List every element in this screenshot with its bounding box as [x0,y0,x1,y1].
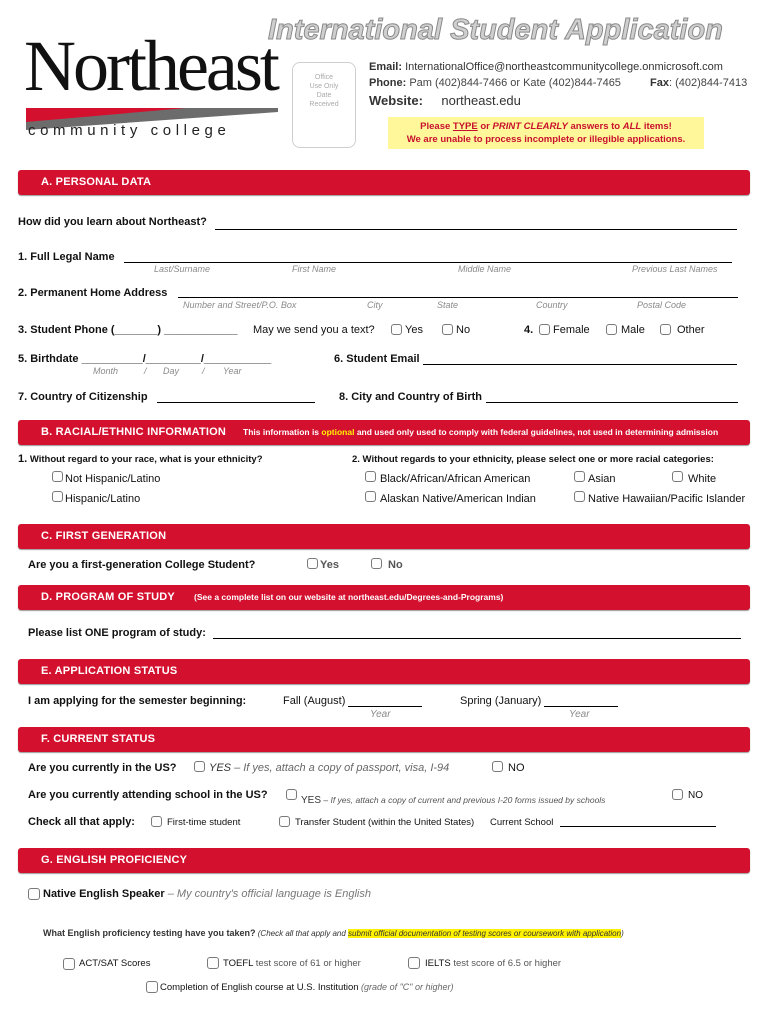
student-email-field[interactable] [423,364,737,365]
black-label: Black/African/African American [380,473,531,485]
birthdate-sublabel: Year [223,366,242,376]
notice-text: Please [420,121,453,132]
notice-line-2: We are unable to process incomplete or illegible applications. [406,134,686,145]
female-checkbox[interactable] [539,324,550,335]
website-label: Website: [369,93,423,108]
address-sublabel: State [437,300,459,310]
program-question: Please list ONE program of study: [28,627,206,639]
section-title: C. FIRST GENERATION [41,530,167,542]
contact-email [369,61,723,73]
phone-value: Pam (402)844-7466 or Kate (402)844-7465 [409,77,621,89]
note-text: and used only used to comply with federal guidelines, not used in determining admission [354,427,719,437]
asian-label: Asian [588,473,616,485]
in-us-yes-checkbox[interactable] [194,761,205,772]
student-email-label: 6. Student Email [334,353,420,365]
attending-no-label: NO [688,790,703,801]
office-use-box [292,62,356,148]
transfer-checkbox[interactable] [279,816,290,827]
section-b-header [18,420,750,445]
in-us-yes-label [209,762,449,774]
spring-label: Spring (January) [460,695,542,707]
transfer-label: Transfer Student (within the United States) [295,817,475,828]
email-value[interactable]: InternationalOffice@northeastcommunitycollege.onmicrosoft.com [405,61,723,73]
fax-label: Fax [650,77,669,89]
notice-text: PRINT CLEARLY [492,121,568,132]
toefl-checkbox[interactable] [207,957,219,969]
section-d-header [18,585,750,610]
text-no-checkbox[interactable] [442,324,453,335]
course-note: (grade of "C" or higher) [358,982,454,992]
office-box-line: Date [316,92,332,99]
testing-text: What English proficiency testing have you taken? [43,928,256,938]
birthdate-sublabel: Day [163,366,180,376]
fall-year-field[interactable] [348,706,422,707]
birthdate-sublabel: / [144,366,147,376]
current-school-field[interactable] [560,826,716,827]
act-sat-label: ACT/SAT Scores [79,958,151,969]
first-gen-no-checkbox[interactable] [371,558,382,569]
form-title: International Student Application [268,14,723,46]
yes-note: – If yes, attach a copy of passport, visa, I-94 [231,762,450,774]
white-label: White [688,473,717,485]
native-english-label [43,888,371,900]
attending-school-question: Are you currently attending school in the US? [28,789,268,801]
office-box-line: Office [314,74,334,81]
black-checkbox[interactable] [365,471,376,482]
attending-yes-label [301,790,605,808]
notice-text: items! [641,121,672,132]
section-title: D. PROGRAM OF STUDY [41,591,175,603]
testing-highlight: submit official documentation of testing scores or coursework with application [348,929,622,938]
name-sublabel: Previous Last Names [632,264,718,274]
notice-box [388,117,704,149]
semester-question: I am applying for the semester beginning: [28,695,247,707]
question-text: Without regard to your race, what is your ethnicity? [27,454,263,465]
first-time-label: First-time student [167,817,241,828]
first-gen-yes-label: Yes [320,559,339,571]
text-consent-label: May we send you a text? [253,324,375,336]
address-sublabel: Country [536,300,568,310]
contact-fax [650,77,747,89]
first-time-checkbox[interactable] [151,816,162,827]
birthdate-sublabel: / [202,366,205,376]
testing-note: (Check all that apply and [255,929,349,938]
address-sublabel: City [367,300,383,310]
english-course-checkbox[interactable] [146,981,158,993]
testing-question [43,928,624,938]
section-f-header [18,727,750,752]
toefl-label [223,958,361,969]
current-school-label: Current School [490,817,554,828]
note-text: optional [321,427,355,437]
college-logo [24,26,284,142]
fax-value: : (402)844-7413 [668,77,748,89]
section-a-header [18,170,750,195]
ielts-checkbox[interactable] [408,957,420,969]
spring-year-field[interactable] [544,706,618,707]
student-phone-label[interactable]: 3. Student Phone (_______) ____________ [18,324,238,336]
yes-note: – If yes, attach a copy of current and previous I-20 forms issued by schools [321,795,606,805]
website-value[interactable]: northeast.edu [441,93,521,108]
contact-website [369,92,521,110]
notice-text: ALL [622,121,642,132]
ethnicity-question [18,453,263,465]
address-field[interactable] [178,297,738,298]
section-title: B. RACIAL/ETHNIC INFORMATION [41,426,227,438]
section-title: F. CURRENT STATUS [41,733,156,745]
other-gender-label: Other [677,324,705,336]
white-checkbox[interactable] [672,471,683,482]
pacific-islander-checkbox[interactable] [574,491,585,502]
full-name-field[interactable] [124,262,732,263]
pacific-islander-label: Native Hawaiian/Pacific Islander [588,493,746,505]
hispanic-checkbox[interactable] [52,491,63,502]
section-g-header [18,848,750,873]
male-checkbox[interactable] [606,324,617,335]
citizenship-label: 7. Country of Citizenship [18,391,148,403]
act-sat-checkbox[interactable] [63,958,75,970]
course-text: Completion of English course at U.S. Institution [160,982,359,993]
logo-wordmark: Northeast [24,26,277,106]
citizenship-field[interactable] [157,402,315,403]
notice-text: answers to [567,121,623,132]
not-hispanic-checkbox[interactable] [52,471,63,482]
address-label: 2. Permanent Home Address [18,287,168,299]
program-field[interactable] [213,638,741,639]
section-title: G. ENGLISH PROFICIENCY [41,854,188,866]
text-no-label: No [456,324,471,336]
section-title: A. PERSONAL DATA [41,176,152,188]
in-us-no-label: NO [508,762,525,774]
text-yes-label: Yes [405,324,423,336]
native-note: – My country's official language is English [164,888,371,900]
logo-subtitle: community college [28,122,231,139]
first-gen-no-label: No [388,559,403,571]
ielts-label [425,958,561,969]
gender-number: 4. [524,324,534,336]
alaskan-native-label: Alaskan Native/American Indian [380,493,536,505]
birth-place-field[interactable] [486,402,738,403]
contact-phone [369,77,621,89]
toefl-note: test score of 61 or higher [253,958,361,969]
attending-yes-checkbox[interactable] [286,789,297,800]
english-course-label [160,982,453,993]
in-us-question: Are you currently in the US? [28,762,177,774]
notice-line-1 [388,120,704,133]
text-yes-checkbox[interactable] [391,324,402,335]
email-label: Email: [369,61,403,73]
fall-label: Fall (August) [283,695,346,707]
alaskan-native-checkbox[interactable] [365,491,376,502]
section-title: E. APPLICATION STATUS [41,665,178,677]
section-d-note: (See a complete list on our website at northeast.edu/Degrees-and-Programs) [194,592,504,602]
address-sublabel: Number and Street/P.O. Box [183,300,297,310]
native-english-checkbox[interactable] [28,888,40,900]
full-name-label: 1. Full Legal Name [18,251,115,263]
section-b-note [243,427,718,437]
birthdate-label[interactable]: 5. Birthdate __________/_________/___________ [18,353,272,365]
birthdate-sublabel: Month [93,366,119,376]
first-gen-yes-checkbox[interactable] [307,558,318,569]
office-box-line: Received [309,101,339,108]
learn-about-field[interactable] [215,229,737,230]
notice-text: or [477,121,493,132]
native-text: Native English Speaker [43,888,165,900]
phone-label: Phone: [369,77,407,89]
attending-no-checkbox[interactable] [672,789,683,800]
other-gender-checkbox[interactable] [660,324,671,335]
section-c-header [18,524,750,549]
birth-place-label: 8. City and Country of Birth [339,391,482,403]
check-all-label: Check all that apply: [28,816,135,828]
hispanic-label: Hispanic/Latino [65,493,141,505]
not-hispanic-label: Not Hispanic/Latino [65,473,161,485]
male-label: Male [621,324,645,336]
fall-year-sublabel: Year [370,709,391,720]
notice-text: TYPE [452,121,478,132]
ielts-note: test score of 6.5 or higher [450,958,562,969]
address-sublabel: Postal Code [637,300,687,310]
toefl-text: TOEFL [223,958,254,969]
question-number: 1. [18,453,28,465]
name-sublabel: Last/Surname [154,264,211,274]
name-sublabel: First Name [292,264,337,274]
yes-text: YES [301,795,322,806]
spring-year-sublabel: Year [569,709,590,720]
section-e-header [18,659,750,684]
race-question: 2. Without regards to your ethnicity, please select one or more racial categories: [352,454,714,465]
first-gen-question: Are you a first-generation College Student? [28,559,256,571]
asian-checkbox[interactable] [574,471,585,482]
office-box-line: Use Only [309,83,339,90]
note-text: This information is [243,427,322,437]
ielts-text: IELTS [425,958,451,969]
in-us-no-checkbox[interactable] [492,761,503,772]
female-label: Female [553,324,590,336]
learn-about-label: How did you learn about Northeast? [18,216,207,228]
name-sublabel: Middle Name [458,264,512,274]
yes-text: YES [209,762,232,774]
testing-note: ) [621,929,624,938]
